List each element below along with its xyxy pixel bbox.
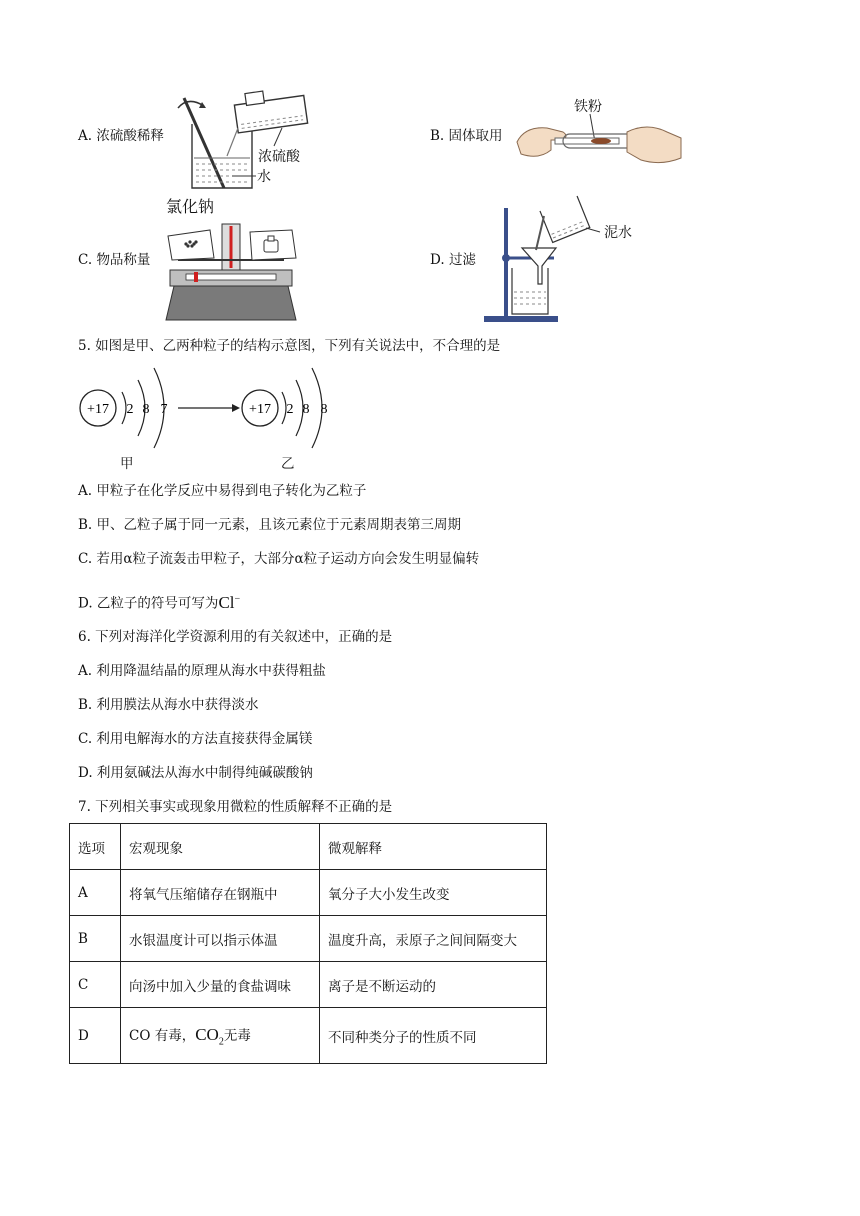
atom-structure-diagram [74,362,344,458]
q6-option-d: D. 利用氨碱法从海水中制得纯碱碳酸钠 [78,765,313,781]
q7-table [69,823,547,1064]
particle-b-name: 乙 [281,456,295,472]
header-micro: 微观解释 [320,824,547,870]
label-water: 水 [257,169,271,185]
label-iron-powder: 铁粉 [574,99,602,115]
option-d-label: D. 过滤 [430,252,476,268]
label-mud-water: 泥水 [604,225,632,241]
q5-option-a: A. 甲粒子在化学反应中易得到电子转化为乙粒子 [78,483,367,499]
table-row: D CO 有毒，$CO_2$无毒 不同种类分子的性质不同 [70,1008,547,1064]
q5-option-c: C. 若用α粒子流轰击甲粒子，大部分α粒子运动方向会发生明显偏转 [78,551,480,567]
q5-option-d: D. 乙粒子的符号可写为Cl− [78,592,241,612]
co-co2-cell: CO 有毒，$CO_2$无毒 [121,1008,320,1064]
powder-figure [515,112,685,170]
filtration-figure [482,192,602,324]
option-c-label: C. 物品称量 [78,252,151,268]
shell-a-2: 8 [142,402,150,417]
shell-a-1: 2 [126,402,134,417]
table-row: C 向汤中加入少量的食盐调味 离子是不断运动的 [70,962,547,1008]
table-header-row [70,824,547,870]
shell-b-1: 2 [286,402,294,417]
header-macro: 宏观现象 [121,824,320,870]
q6-option-a: A. 利用降温结晶的原理从海水中获得粗盐 [78,663,326,679]
shell-a-3: 7 [160,402,168,417]
nucleus-a: +17 [87,402,109,417]
dilution-figure [172,84,312,196]
q5-stem: 5. 如图是甲、乙两种粒子的结构示意图，下列有关说法中，不合理的是 [78,338,501,354]
q6-option-c: C. 利用电解海水的方法直接获得金属镁 [78,731,313,747]
header-option: 选项 [70,824,121,870]
shell-b-3: 8 [320,402,328,417]
option-b-label: B. 固体取用 [430,128,503,144]
q5-option-b: B. 甲、乙粒子属于同一元素，且该元素位于元素周期表第三周期 [78,517,462,533]
balance-figure [160,216,302,322]
shell-b-2: 8 [302,402,310,417]
table-row: B 水银温度计可以指示体温 温度升高，汞原子之间间隔变大 [70,916,547,962]
q6-stem: 6. 下列对海洋化学资源利用的有关叙述中，正确的是 [78,629,393,645]
label-conc-acid: 浓硫酸 [258,149,300,165]
option-a-label: A. 浓硫酸稀释 [78,128,164,144]
co2-formula: $CO_2$ [195,1024,224,1048]
table-row: A 将氧气压缩储存在钢瓶中 氧分子大小发生改变 [70,870,547,916]
q6-option-b: B. 利用膜法从海水中获得淡水 [78,697,259,713]
q7-stem: 7. 下列相关事实或现象用微粒的性质解释不正确的是 [78,799,393,815]
nucleus-b: +17 [249,402,271,417]
label-nacl: 氯化钠 [166,197,215,216]
chloride-symbol: Cl− [218,592,241,612]
particle-a-name: 甲 [120,456,134,472]
